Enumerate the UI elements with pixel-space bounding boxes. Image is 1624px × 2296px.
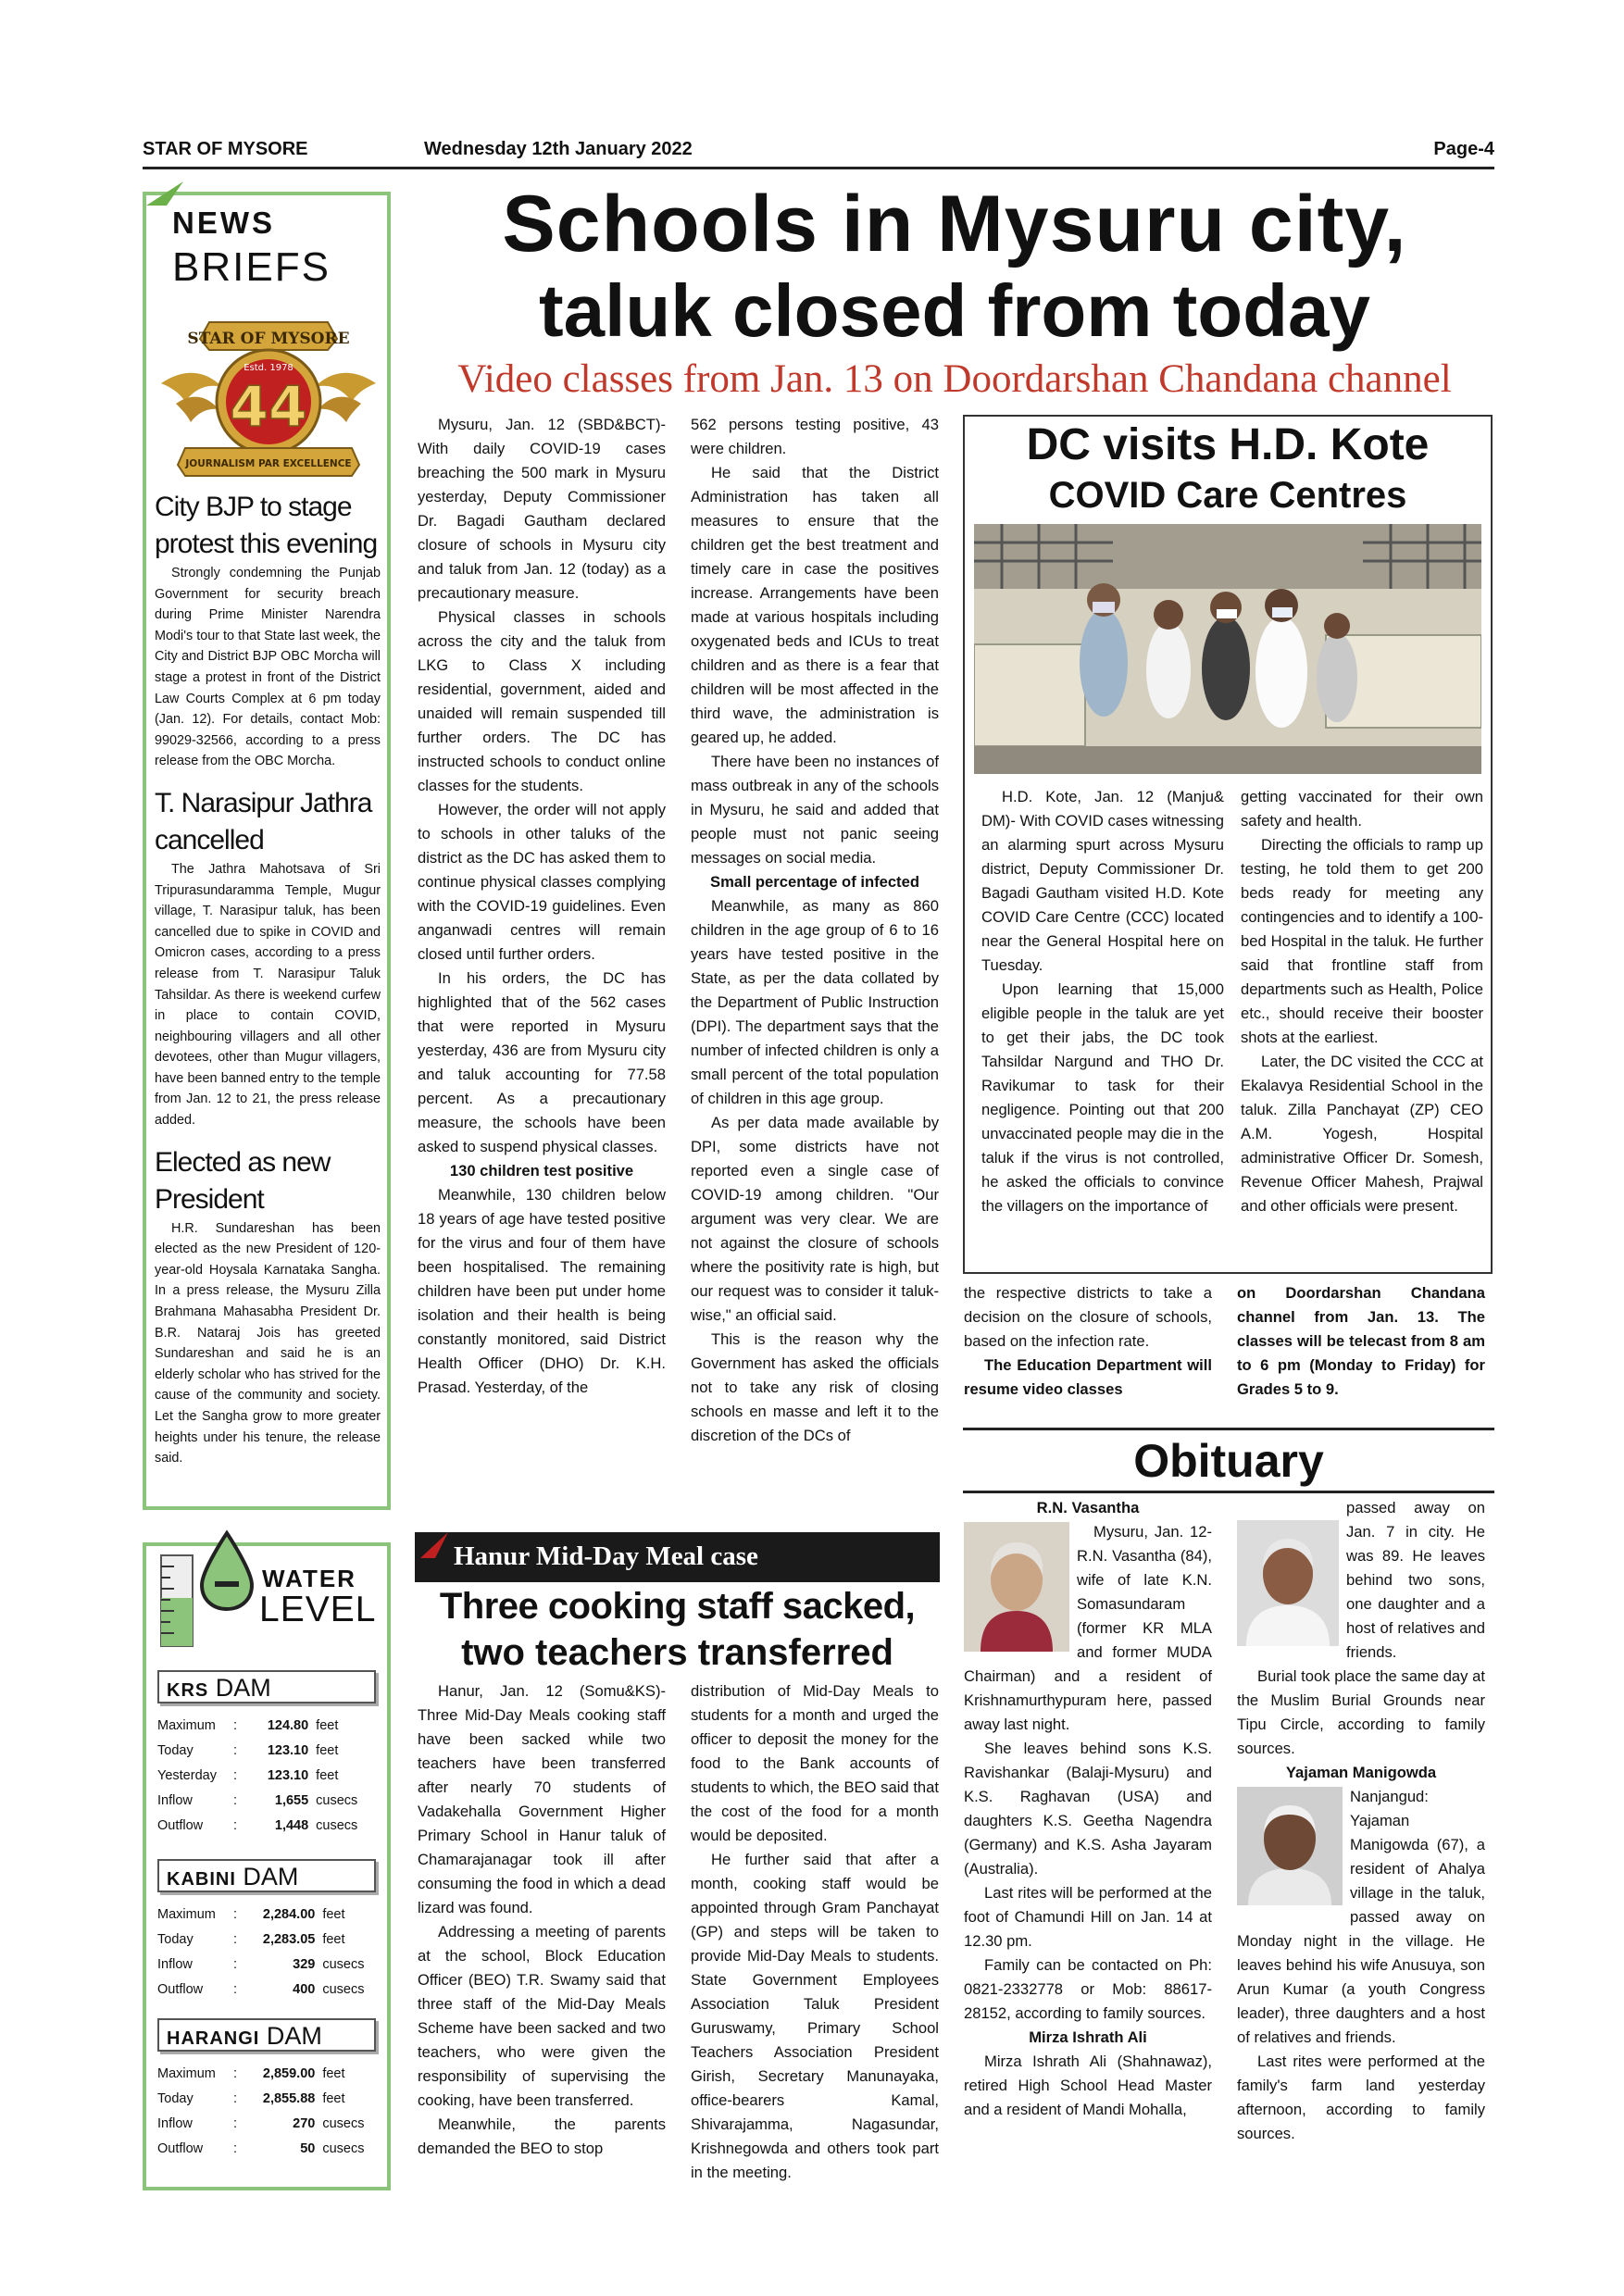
table-row: Today : 123.10 feet <box>157 1738 376 1763</box>
dam-name-bold: KABINI <box>167 1869 236 1890</box>
row-label: Outflow <box>157 1817 204 1833</box>
main-subhead: Video classes from Jan. 13 on Doordarshan Chandana channel <box>457 357 1452 401</box>
main-col-2 <box>691 413 939 1448</box>
paragraph: Upon learning that 15,000 eligible people in the taluk are yet to get their jabs, the DC took Tahsildar Nargund and THO Dr. Ravikumar to task for their negligence. Pointing out that 200 unvaccinated people may die in the taluk if the virus is not controlled, he asked the officials to convince the villagers on the importance of <box>981 980 1224 1215</box>
divider-rule <box>963 1428 1494 1430</box>
hanur-kicker-bar <box>415 1532 940 1582</box>
row-unit: feet <box>316 1767 339 1783</box>
paragraph: The Education Department will resume video classes <box>964 1356 1212 1398</box>
brief-title: Elected as new President <box>155 1146 331 1215</box>
table-row: Outflow : 400 cusecs <box>157 1977 376 2002</box>
dc-col-2 <box>1241 785 1483 1218</box>
paragraph: Family can be contacted on Ph: 0821-2332778 or Mob: 88617-28152, according to family sources. <box>964 1956 1212 2022</box>
table-row: Outflow : 1,448 cusecs <box>157 1813 376 1838</box>
obit-col-1 <box>964 1496 1212 2122</box>
paragraph: distribution of Mid-Day Meals to students for a month and urged the officer to deposit the money for the food to the Bank accounts of students to which, the BEO said that the cost of the food for a month would be deposited. <box>691 1682 939 1844</box>
obit-name: R.N. Vasantha <box>1036 1499 1140 1516</box>
row-label: Yesterday <box>157 1767 217 1783</box>
briefs-column <box>155 489 381 1469</box>
table-row: Yesterday : 123.10 feet <box>157 1763 376 1788</box>
paragraph: H.D. Kote, Jan. 12 (Manju& DM)- With COVID cases witnessing an alarming spurt across Mysuru district, Deputy Commissioner Dr. Bagadi Gautham visited H.D. Kote COVID Care Centre (CCC) located near the General Hospital here on Tuesday. <box>981 788 1224 974</box>
row-label: Outflow <box>157 1981 204 1997</box>
dam-table-kabini <box>157 1902 376 2002</box>
row-value: 124.80 <box>267 1717 309 1733</box>
water-label-bottom: LEVEL <box>259 1590 377 1629</box>
obituary-title: Obituary <box>1133 1435 1324 1487</box>
water-drop-icon <box>198 1529 256 1613</box>
dam-name: DAM <box>243 1863 299 1890</box>
masthead-bar <box>143 139 1494 167</box>
water-gauge-icon <box>156 1552 200 1648</box>
row-unit: feet <box>322 2065 345 2081</box>
brief-item <box>155 1144 381 1469</box>
dam-name-bold: KRS <box>167 1680 209 1701</box>
paragraph: In his orders, the DC has highlighted that of the 562 cases that were reported in Mysuru yesterday, 436 are from Mysuru city and taluk accounting for 77.58 percent. As a precautionary measure, the schools have been asked to suspend physical classes. <box>418 969 666 1155</box>
paragraph: the respective districts to take a decision on the closure of schools, based on the infection rate. <box>964 1284 1212 1350</box>
brief-body: Strongly condemning the Punjab Government for security breach during Prime Minister Narendra Modi's tour to that State last week, the City and District BJP OBC Morcha will stage a protest in front of the District Law Courts Complex at 6 pm today (Jan. 12). For details, contact Mob: 99029-32566, according to a press release from the OBC Morcha. <box>155 566 381 769</box>
paragraph: Meanwhile, as many as 860 children in the age group of 6 to 16 years have tested positive in the State, as per the data collated by the Department of Public Instruction (DPI). The department says that the number of infected children is only a small percent of the total population of children in this age group. <box>691 897 939 1107</box>
dam-name: DAM <box>215 1674 271 1702</box>
row-unit: feet <box>316 1742 339 1758</box>
paragraph: Meanwhile, 130 children below 18 years of age have tested positive for the virus and four of them have been hospitalised. The remaining children have been put under home isolation and their health is being constantly monitored, said District Health Officer (DHO) Dr. K.H. Prasad. Yesterday, of the <box>418 1186 666 1396</box>
row-unit: feet <box>322 1931 345 1947</box>
row-unit: feet <box>316 1717 339 1733</box>
row-label: Today <box>157 1931 194 1947</box>
obit-photo-ishrath-ali <box>1237 1520 1339 1646</box>
table-row: Inflow : 270 cusecs <box>157 2111 376 2136</box>
section-subhead: 130 children test positive <box>449 1162 634 1179</box>
row-value: 2,859.00 <box>262 2065 316 2081</box>
hanur-kicker: Hanur Mid-Day Meal case <box>454 1541 758 1571</box>
row-label: Inflow <box>157 1792 193 1808</box>
news-briefs-label-top: NEWS <box>172 206 275 240</box>
logo-ribbon-text: JOURNALISM PAR EXCELLENCE <box>185 458 352 469</box>
row-value: 50 <box>300 2140 316 2156</box>
paper-name: STAR OF MYSORE <box>143 139 308 159</box>
paragraph: getting vaccinated for their own safety and health. <box>1241 788 1483 830</box>
paragraph: Later, the DC visited the CCC at Ekalavya Residential School in the taluk. Zilla Panchayat (ZP) CEO A.M. Yogesh, Hospital administrative Officer Dr. Somesh, Revenue Officer Mahesh, Prajwal and other officials were present. <box>1241 1053 1483 1215</box>
row-value: 270 <box>293 2115 316 2131</box>
table-row: Maximum : 2,284.00 feet <box>157 1902 376 1927</box>
obit-name: Mirza Ishrath Ali <box>1029 2028 1147 2046</box>
paragraph: Addressing a meeting of parents at the school, Block Education Officer (BEO) T.R. Swamy said that three staff of the Mid-Day Meals Scheme have been sacked and two teachers, who were given the responsibility of supervising the cooking, have been transferred. <box>418 1923 666 2109</box>
obit-col-2 <box>1237 1496 1485 2146</box>
brief-item <box>155 489 381 772</box>
obit-photo-vasantha <box>964 1522 1069 1652</box>
row-value: 123.10 <box>267 1767 309 1783</box>
row-label: Inflow <box>157 2115 193 2131</box>
news-briefs-label-bottom: BRIEFS <box>172 244 331 290</box>
dc-headline-line-1: DC visits H.D. Kote <box>1026 420 1430 469</box>
paragraph: 562 persons testing positive, 43 were children. <box>691 416 939 457</box>
section-subhead: Small percentage of infected <box>710 873 919 891</box>
dc-col-1 <box>981 785 1224 1218</box>
paragraph: on Doordarshan Chandana channel from Jan. 13. The classes will be telecast from 8 am to 6 pm (Monday to Friday) for Grades 5 to 9. <box>1237 1284 1485 1398</box>
table-row: Maximum : 2,859.00 feet <box>157 2061 376 2086</box>
row-unit: feet <box>322 2090 345 2106</box>
water-label-top: WATER <box>262 1565 356 1592</box>
header-rule <box>143 167 1494 169</box>
kicker-flag-icon <box>420 1532 448 1558</box>
hanur-col-1 <box>418 1679 666 2161</box>
obituary-rule <box>963 1491 1494 1493</box>
row-unit: cusecs <box>316 1792 358 1808</box>
table-row: Outflow : 50 cusecs <box>157 2136 376 2161</box>
table-row: Inflow : 329 cusecs <box>157 1952 376 1977</box>
obit-name: Yajaman Manigowda <box>1285 1764 1437 1781</box>
row-label: Inflow <box>157 1956 193 1972</box>
hanur-col-2 <box>691 1679 939 2185</box>
table-row: Maximum : 124.80 feet <box>157 1713 376 1738</box>
main-headline-line-1: Schools in Mysuru city, <box>502 180 1407 268</box>
page-number: Page-4 <box>1433 139 1494 159</box>
paragraph: Meanwhile, the parents demanded the BEO to stop <box>418 2115 666 2157</box>
logo-number: 44 <box>230 375 307 440</box>
paragraph: Physical classes in schools across the city and the taluk from LKG to Class X including residential, government, aided and unaided will remain suspended till further orders. The DC has instructed schools to conduct online classes for the students. <box>418 608 666 794</box>
paragraph: Mirza Ishrath Ali (Shahnawaz), retired High School Head Master and a resident of Mandi Mohalla, <box>964 2053 1212 2118</box>
paragraph: She leaves behind sons K.S. Ravishankar (Balaji-Mysuru) and K.S. Raghavan (USA) and daughters K.S. Geetha Nagendra (Germany) and K.S. Asha Jayaram (Australia). <box>964 1740 1212 1878</box>
table-row: Inflow : 1,655 cusecs <box>157 1788 376 1813</box>
paragraph: However, the order will not apply to schools in other taluks of the district as the DC has asked them to continue physical classes complying with the COVID-19 guidelines. Even anganwadi centres will remain closed until further orders. <box>418 801 666 963</box>
paragraph: As per data made available by DPI, some districts have not reported even a single case of COVID-19 among children. "Our argument was very clear. We are not against the closure of schools where the positivity rate is high, but our request was to consider it taluk-wise," an official said. <box>691 1114 939 1324</box>
paragraph: Mysuru, Jan. 12- R.N. Vasantha (84), wife of late K.N. Somasundaram (former KR MLA and former MUDA Chairman) and a resident of Krishnamurthypuram here, passed away last night. <box>964 1523 1212 1733</box>
hanur-headline-line-1: Three cooking staff sacked, <box>439 1586 916 1627</box>
row-value: 329 <box>293 1956 316 1972</box>
paragraph: Mysuru, Jan. 12 (SBD&BCT)- With daily COVID-19 cases breaching the 500 mark in Mysuru yesterday, Deputy Commissioner Dr. Bagadi Gautham declared closure of schools in Mysuru city and taluk from Jan. 12 (today) as a precautionary measure. <box>418 416 666 602</box>
row-label: Outflow <box>157 2140 204 2156</box>
dam-header-krs <box>157 1670 376 1703</box>
star-of-mysore-44-logo <box>157 313 380 481</box>
row-value: 1,448 <box>274 1817 309 1833</box>
paragraph: Last rites were performed at the family's farm land yesterday afternoon, according to family sources. <box>1237 2053 1485 2142</box>
paragraph: Last rites will be performed at the foot of Chamundi Hill on Jan. 14 at 12.30 pm. <box>964 1884 1212 1950</box>
table-row: Today : 2,855.88 feet <box>157 2086 376 2111</box>
row-unit: cusecs <box>322 2115 365 2131</box>
row-unit: cusecs <box>322 1981 365 1997</box>
table-row: Today : 2,283.05 feet <box>157 1927 376 1952</box>
paragraph: He further said that after a month, cooking staff would be appointed through Gram Panchayat (GP) and steps will be taken to provide Mid-Day Meals to students. State Government Employees Association Taluk President Guruswamy, Primary School Teachers Association President Girish, Secretary Manunayaka, office-bearers Kamal, Shivarajamma, Nagasundar, Krishnegowda and others took part in the meeting. <box>691 1851 939 2181</box>
brief-title: T. Narasipur Jathra cancelled <box>155 787 372 855</box>
paragraph: Hanur, Jan. 12 (Somu&KS)- Three Mid-Day Meals cooking staff have been sacked while two teachers have been transferred after nearly 70 students of Vadakehalla Government Higher Primary School in Hanur taluk of Chamarajanagar took ill after consuming the food in which a dead lizard was found. <box>418 1682 666 1916</box>
row-value: 400 <box>293 1981 316 1997</box>
dam-header-harangi <box>157 2018 376 2052</box>
row-value: 1,655 <box>274 1792 309 1808</box>
paragraph: This is the reason why the Government has asked the officials not to take any risk of closing schools en masse and left it to the discretion of the DCs of <box>691 1330 939 1444</box>
paragraph: There have been no instances of mass outbreak in any of the schools in Mysuru, he said and added that people must not panic seeing messages on social media. <box>691 753 939 867</box>
dc-headline-line-2: COVID Care Centres <box>1048 475 1407 516</box>
corner-flag-icon <box>146 181 183 206</box>
row-unit: feet <box>322 1906 345 1922</box>
row-value: 2,284.00 <box>262 1906 316 1922</box>
issue-date: Wednesday 12th January 2022 <box>424 139 693 159</box>
dam-table-krs <box>157 1713 376 1838</box>
logo-top-text: STAR OF MYSORE <box>187 330 350 348</box>
row-label: Maximum <box>157 1717 216 1733</box>
logo-estd-text: Estd. 1978 <box>244 363 294 373</box>
row-label: Maximum <box>157 2065 216 2081</box>
row-value: 123.10 <box>267 1742 309 1758</box>
main-col-4 <box>1237 1281 1485 1402</box>
paragraph: He said that the District Administration has taken all measures to ensure that the children get the best treatment and timely care in case the positives increase. Arrangements have been made at various hospitals including oxygenated beds and ICUs to treat children and as there is a fear that children will be most affected in the third wave, the administration is geared up, he added. <box>691 464 939 746</box>
row-label: Maximum <box>157 1906 216 1922</box>
dam-header-kabini <box>157 1859 376 1892</box>
row-unit: cusecs <box>322 1956 365 1972</box>
brief-body: H.R. Sundareshan has been elected as the new President of 120-year-old Hoysala Karnataka Sangha. In a press release, the Mysuru Zilla Brahmana Mahasabha President Dr. B.R. Nataraj Jois has greeted Sundareshan and said he is an elderly scholar who has strived for the cause of the community and society. Let the Sangha grow to more greater heights under his tenure, the release said. <box>155 1220 381 1466</box>
paragraph: Burial took place the same day at the Muslim Burial Grounds near Tipu Circle, according to family sources. <box>1237 1667 1485 1757</box>
row-label: Today <box>157 1742 194 1758</box>
main-headline-line-2: taluk closed from today <box>539 269 1370 352</box>
hanur-headline-line-2: two teachers transferred <box>461 1632 893 1673</box>
main-col-3 <box>964 1281 1212 1402</box>
row-unit: cusecs <box>316 1817 358 1833</box>
row-value: 2,855.88 <box>262 2090 316 2106</box>
brief-item <box>155 785 381 1131</box>
main-col-1 <box>418 413 666 1400</box>
paragraph: Nanjangud: Yajaman Manigowda (67), a resident of Ahalya village in the taluk, passed away on Monday night in the village. He leaves behind his wife Anusuya, son Arun Kumar (a youth Congress leader), three daughters and a host of relatives and friends. <box>1237 1788 1485 2046</box>
brief-body: The Jathra Mahotsava of Sri Tripurasundaramma Temple, Mugur village, T. Narasipur taluk, has been cancelled due to spike in COVID and Omicron cases, according to a press release from T. Narasipur Taluk Tahsildar. As there is weekend curfew in place to contain COVID, neighbouring villagers and all other devotees, other than Mugur villagers, have been banned entry to the temple from Jan. 12 to 21, the press release added. <box>155 861 381 1129</box>
brief-title: City BJP to stage protest this evening <box>155 492 378 559</box>
row-unit: cusecs <box>322 2140 365 2156</box>
dam-name-bold: HARANGI <box>167 2028 260 2049</box>
paragraph: Directing the officials to ramp up testing, he told them to get 200 beds ready for meeting any contingencies and to identify a 100-bed Hospital in the taluk. He further said that frontline staff from departments such as Health, Police etc., should receive their booster shots at the earliest. <box>1241 836 1483 1046</box>
row-value: 2,283.05 <box>262 1931 316 1947</box>
dam-table-harangi <box>157 2061 376 2161</box>
obit-photo-manigowda <box>1237 1787 1343 1905</box>
dc-visit-photo <box>974 524 1481 774</box>
paragraph: passed away on Jan. 7 in city. He was 89. He leaves behind two sons, one daughter and a host of relatives and friends. <box>1346 1499 1485 1661</box>
dam-name: DAM <box>266 2022 322 2050</box>
row-label: Today <box>157 2090 194 2106</box>
